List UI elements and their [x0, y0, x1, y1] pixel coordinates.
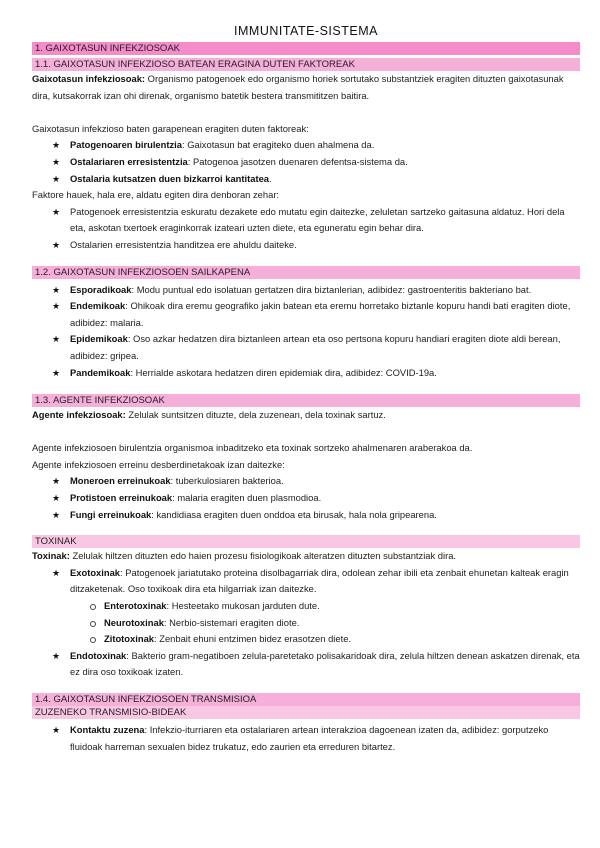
list-item: ★ Ostalarien erresistentzia handitzea ere ahuldu daiteke.: [32, 237, 580, 254]
item-text: .: [269, 172, 272, 184]
subsection-heading-1-1: 1.1. GAIXOTASUN INFEKZIOSO BATEAN ERAGINA DUTEN FAKTOREAK: [32, 58, 580, 71]
item-term: Fungi erreinukoak: [70, 508, 152, 520]
list-item: [32, 507, 580, 524]
toxins-list: [32, 565, 580, 598]
list-item: [32, 365, 580, 382]
definition-agente-infekziosoak: [32, 407, 580, 424]
definition-term: Toxinak:: [32, 550, 70, 562]
item-term: Endemikoak: [70, 300, 126, 312]
item-text: : Nerbio-sistemari eragiten diote.: [163, 616, 300, 628]
list-item: ★ Patogenoek erresistentzia eskuratu dezakete edo mutatu egin daitezke, zeluletan sartzeko gaitasuna aldatuz. Hori dela eta, askotan txertoek eraginkorrak izateari uzten diete, eta eguneratu egin behar dira.: [32, 204, 580, 237]
definition-term: Agente infekziosoak:: [32, 409, 126, 421]
item-term: Ostalariaren erresistentzia: [70, 155, 188, 167]
subsection-heading-1-2: 1.2. GAIXOTASUN INFEKZIOSOEN SAILKAPENA: [32, 266, 580, 279]
item-text: : Herrialde askotara hedatzen diren epidemiak dira, adibidez: COVID-19a.: [130, 366, 437, 378]
agents-paragraph-1: Agente infekziosoen birulentzia organismoa inbaditzeko eta toxinak sortzeko ahalmenaren araberakoa da.: [32, 442, 473, 454]
agents-paragraph-2: Agente infekziosoen erreinu desberdinetakoak izan daitezke:: [32, 458, 285, 470]
exotoxin-types-list: [32, 598, 580, 648]
classification-list: [32, 282, 580, 382]
definition-text: Zelulak suntsitzen dituzte, dela zuzenean, dela toxinak sartuz.: [125, 409, 386, 421]
list-item: [32, 631, 580, 648]
item-text: : Bakterio gram-negatiboen zelula-paretetako polisakaridoak dira, zelula hiltzen denean askatzen direnak, eta ez dira oso toxikoak izaten.: [70, 649, 580, 678]
list-item: [32, 598, 580, 615]
document-page: [32, 22, 580, 755]
list-item: [32, 171, 580, 188]
item-text: : kandidiasa eragiten duen onddoa eta birusak, hala nola gripearena.: [151, 508, 437, 520]
item-term: Neurotoxinak: [104, 616, 164, 628]
item-term: Enterotoxinak: [104, 600, 167, 612]
item-term: Epidemikoak: [70, 333, 128, 345]
definition-text: Zelulak hiltzen dituzten edo haien prozesu fisiologikoak alteratzen dituzten substantziak dira.: [69, 550, 457, 562]
item-text: : Infekzio-iturriaren eta ostalariaren artean interakzioa dagoenean izaten da, adibidez: gorputzeko fluidoak harreman sexualen bidez trukatuz, edo zaurien eta erreduren bitartez.: [70, 724, 549, 752]
toxinak-heading: TOXINAK: [32, 535, 580, 548]
transmission-list: [32, 722, 580, 755]
item-term: Pandemikoak: [70, 366, 131, 378]
item-text: : Modu puntual edo isolatuan gertatzen dira biztanlerian, adibidez: gastroenteritis bakteriano bat.: [131, 283, 532, 295]
list-item: [32, 137, 580, 154]
definition-gaixotasun-infekziosoak: [32, 71, 580, 104]
factors-intro: Gaixotasun infekzioso baten garapenean eragiten duten faktoreak:: [32, 122, 309, 134]
item-term: Ostalaria kutsatzen duen bizkarroi kantitatea: [70, 172, 270, 184]
definition-text: Organismo patogenoek edo organismo horiek sortutako substantziek eragiten dituzten gaixotasunak dira, kutsakorrak izan ohi direnak, organismo batetik bestera transmititzen baitira.: [32, 73, 564, 101]
subsection-heading-1-4: 1.4. GAIXOTASUN INFEKZIOSOEN TRANSMISIOA: [32, 693, 580, 706]
definition-toxinak: [32, 548, 580, 565]
kingdoms-list: [32, 473, 580, 523]
item-text: : Hesteetako mukosan jarduten dute.: [166, 600, 320, 612]
subsection-heading-1-3: 1.3. AGENTE INFEKZIOSOAK: [32, 394, 580, 407]
item-text: : Ohikoak dira eremu geografiko jakin batean eta eremu horretako biztanle kopuru handi bati eragiten diote, adibidez: malaria.: [70, 300, 571, 328]
toxins-list-2: [32, 648, 580, 681]
item-term: Patogenoaren birulentzia: [70, 139, 182, 151]
list-item: [32, 565, 580, 598]
direct-transmission-heading: ZUZENEKO TRANSMISIO-BIDEAK: [32, 706, 580, 719]
list-item: [32, 473, 580, 490]
item-term: Moneroen erreinukoak: [70, 475, 171, 487]
section-heading-1: 1. GAIXOTASUN INFEKZIOSOAK: [32, 42, 580, 55]
item-text: : Zenbait ehuni entzimen bidez erasotzen diete.: [154, 633, 352, 645]
changes-list: [32, 204, 580, 254]
list-item: [32, 331, 580, 364]
item-text: : Patogenoek jariatutako proteina disolbagarriak dira, odolean zehar ibili eta zenbait ehunetan kalteak eragin ditzaketenak. Oso toxikoak dira eta hilgarriak izan daitezke.: [70, 566, 569, 595]
item-term: Zitotoxinak: [104, 633, 155, 645]
list-item: [32, 282, 580, 299]
item-text: : tuberkulosiaren bakterioa.: [170, 475, 284, 487]
item-term: Protistoen erreinukoak: [70, 492, 173, 504]
list-item: [32, 722, 580, 755]
list-item: [32, 615, 580, 632]
document-title: IMMUNITATE-SISTEMA: [234, 24, 378, 38]
list-item: [32, 648, 580, 681]
item-text: : Oso azkar hedatzen dira biztanleen artean eta oso pertsona kopuru handiari eragiten diote aldi berean, adibidez: gripea.: [70, 333, 561, 361]
item-text: : Gaixotasun bat eragiteko duen ahalmena da.: [182, 139, 375, 151]
changes-intro: Faktore hauek, hala ere, aldatu egiten dira denboran zehar:: [32, 189, 280, 201]
item-term: Exotoxinak: [70, 566, 121, 578]
list-item: [32, 298, 580, 331]
item-term: Endotoxinak: [70, 649, 127, 661]
item-text: : malaria eragiten duen plasmodioa.: [172, 492, 322, 504]
list-item: [32, 490, 580, 507]
item-text: : Patogenoa jasotzen duenaren defentsa-sistema da.: [187, 155, 408, 167]
item-term: Esporadikoak: [70, 283, 132, 295]
item-term: Kontaktu zuzena: [70, 724, 145, 735]
definition-term: Gaixotasun infekziosoak:: [32, 73, 146, 84]
list-item: [32, 154, 580, 171]
factors-list: [32, 137, 580, 187]
